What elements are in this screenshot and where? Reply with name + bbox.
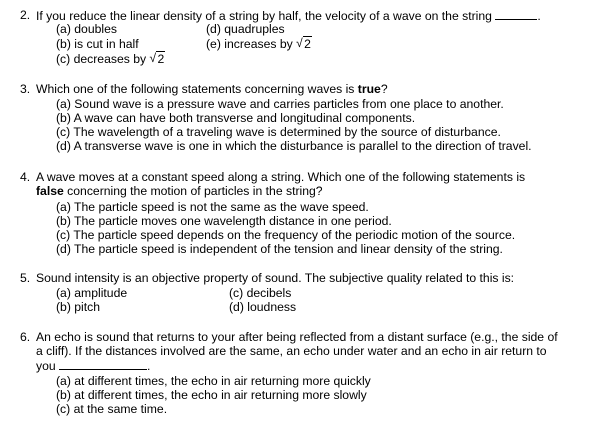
option-b: (b) pitch: [56, 300, 101, 314]
answer-blank: [495, 8, 537, 20]
question-stem: A wave moves at a constant speed along a string. Which one of the following statements is false concerning the motion of particles in the string?: [36, 170, 526, 198]
option-c: (c) at the same time.: [56, 402, 168, 416]
question-number: 4.: [20, 170, 31, 184]
question-stem: An echo is sound that returns to your after being reflected from a distant surface (e.g., the side of a cliff). If the distances involved are the same, an echo under water and an echo in air return to you .: [36, 330, 558, 373]
option-d: (d) loudness: [229, 300, 297, 314]
question-stem: Sound intensity is an objective property of sound. The subjective quality related to this is:: [36, 271, 515, 285]
option-b: (b) at different times, the echo in air returning more slowly: [56, 388, 367, 402]
question-number: 6.: [20, 330, 31, 344]
question-stem: If you reduce the linear density of a string by half, the velocity of a wave on the string .: [36, 9, 541, 23]
question-stem: Which one of the following statements concerning waves is true?: [36, 82, 388, 96]
option-c: (c) The particle speed depends on the frequency of the periodic motion of the source.: [56, 228, 516, 242]
option-a: (a) doubles: [56, 22, 117, 36]
sqrt-symbol: √ 2: [149, 51, 165, 66]
option-b: (b) is cut in half: [56, 37, 139, 51]
option-c: (c) decreases by √ 2: [56, 51, 165, 66]
question-number: 2.: [20, 8, 31, 22]
question-number: 5.: [20, 271, 31, 285]
option-a: (a) Sound wave is a pressure wave and carries particles from one place to another.: [56, 97, 504, 111]
option-a: (a) at different times, the echo in air returning more quickly: [56, 374, 371, 388]
option-b: (b) The particle moves one wavelength distance in one period.: [56, 214, 392, 228]
option-e: (e) increases by √ 2: [206, 36, 311, 51]
option-d: (d) quadruples: [206, 22, 285, 36]
question-number: 3.: [20, 82, 31, 96]
option-c: (c) decibels: [229, 286, 292, 300]
option-d: (d) The particle speed is independent of the tension and linear density of the string.: [56, 242, 503, 256]
option-c: (c) The wavelength of a traveling wave is determined by the source of disturbance.: [56, 125, 501, 139]
option-a: (a) amplitude: [56, 286, 128, 300]
option-d: (d) A transverse wave is one in which the disturbance is parallel to the direction of travel.: [56, 139, 532, 153]
answer-blank: [59, 358, 147, 370]
option-b: (b) A wave can have both transverse and longitudinal components.: [56, 111, 416, 125]
sqrt-symbol: √ 2: [296, 36, 311, 51]
option-a: (a) The particle speed is not the same as the wave speed.: [56, 200, 369, 214]
